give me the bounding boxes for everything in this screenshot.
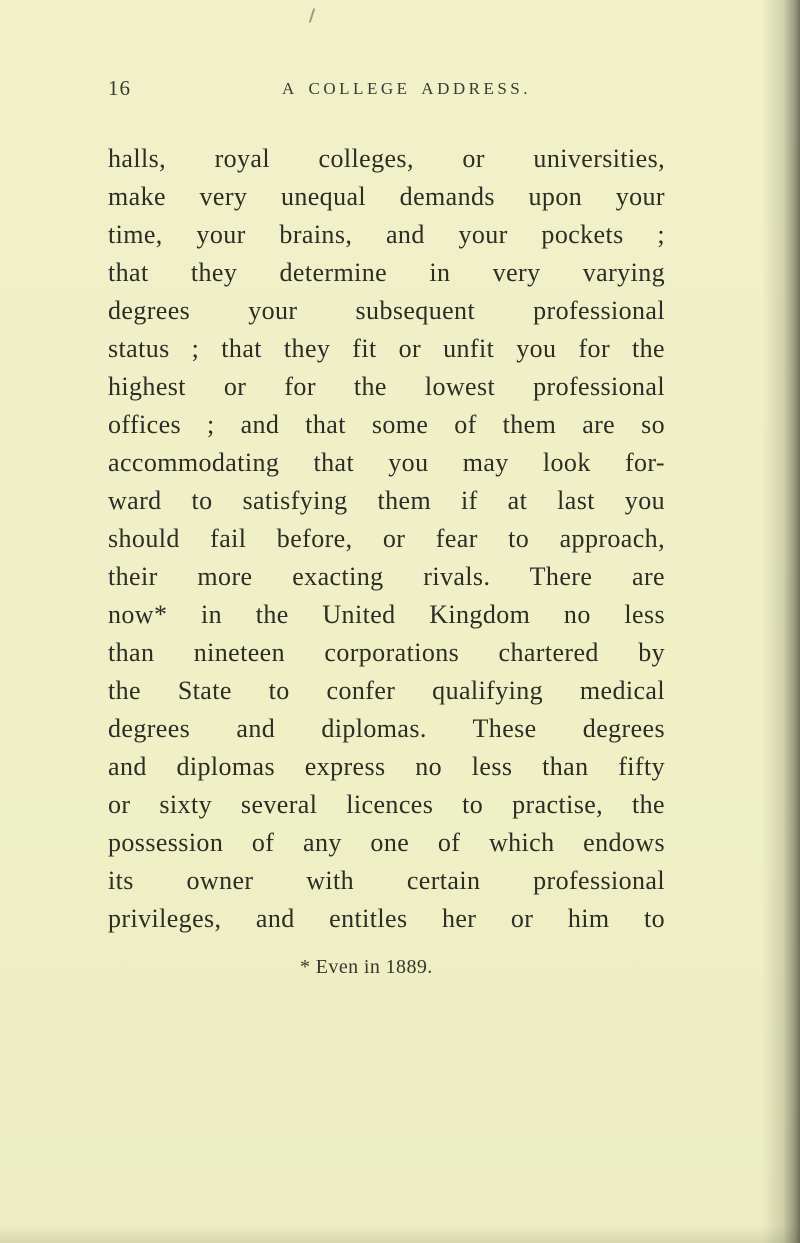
body-line: possession of any one of which endows — [108, 828, 665, 857]
body-line: offices ; and that some of them are so — [108, 410, 665, 439]
body-line: degrees and diplomas. These degrees — [108, 714, 665, 743]
body-line: and diplomas express no less than fifty — [108, 752, 665, 781]
body-line: that they determine in very varying — [108, 258, 665, 287]
body-line: time, your brains, and your pockets ; — [108, 220, 665, 249]
body-line: degrees your subsequent professional — [108, 296, 665, 325]
body-text — [108, 140, 665, 938]
body-line: make very unequal demands upon your — [108, 182, 665, 211]
page-header — [108, 74, 665, 102]
body-line: ward to satisfying them if at last you — [108, 486, 665, 515]
running-title: A COLLEGE ADDRESS. — [281, 79, 532, 98]
body-line: their more exacting rivals. There are — [108, 562, 665, 591]
scan-artifact — [309, 8, 316, 23]
body-line: should fail before, or fear to approach, — [108, 524, 665, 553]
body-line: highest or for the lowest professional — [108, 372, 665, 401]
body-line: or sixty several licences to practise, the — [108, 790, 665, 819]
body-line: halls, royal colleges, or universities, — [108, 144, 665, 173]
body-line: its owner with certain professional — [108, 866, 665, 895]
footnote: * Even in 1889. — [300, 956, 433, 978]
body-line: status ; that they fit or unfit you for the — [108, 334, 665, 363]
body-line: than nineteen corporations chartered by — [108, 638, 665, 667]
body-line: the State to confer qualifying medical — [108, 676, 665, 705]
body-line: now* in the United Kingdom no less — [108, 600, 665, 629]
body-line: privileges, and entitles her or him to — [108, 904, 665, 933]
page-number: 16 — [108, 76, 131, 100]
body-line: accommodating that you may look for- — [108, 448, 665, 477]
